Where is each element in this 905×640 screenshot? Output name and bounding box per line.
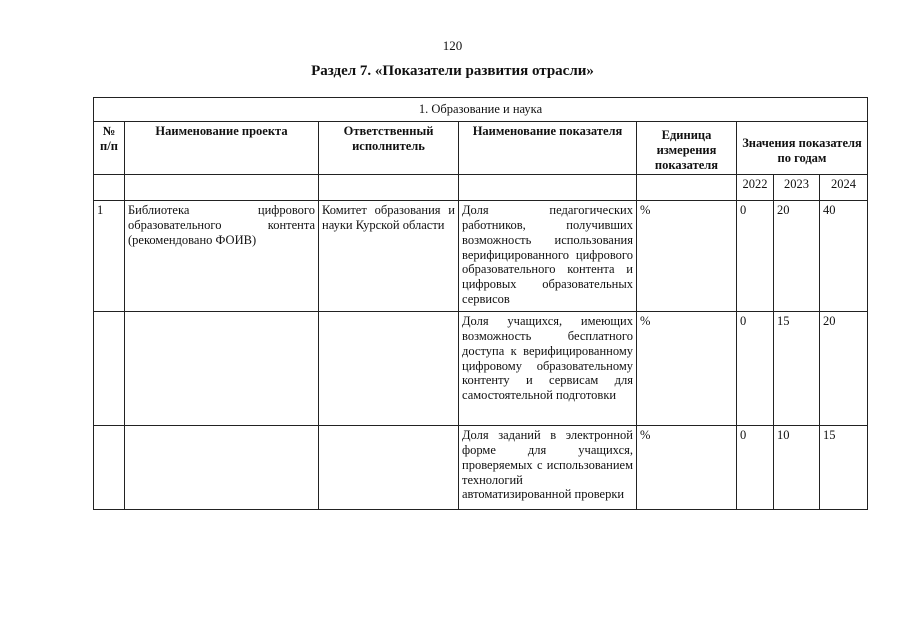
year-2024: 2024 [820,175,868,201]
header-indicator: Наименование показателя [459,122,637,175]
year-2022: 2022 [737,175,774,201]
blank-cell [125,175,319,201]
project-name: Библиотека цифрового образовательного контента (рекомендовано ФОИВ) [125,201,319,312]
table-row [94,201,868,312]
blank-cell [459,175,637,201]
blank-cell [637,175,737,201]
responsible: Комитет образования и науки Курской области [319,201,459,312]
value-2024: 15 [820,426,868,510]
value-2022: 0 [737,201,774,312]
indicators-table [93,97,868,510]
project-name [125,312,319,426]
responsible [319,426,459,510]
value-2024: 20 [820,312,868,426]
header-values: Значения показателя по годам [737,122,868,175]
indicator-name: Доля педагогических работников, получивших возможность использования верифицированного цифрового образовательного контента и цифровых образовательных сервисов [459,201,637,312]
unit: % [637,426,737,510]
value-2022: 0 [737,312,774,426]
header-unit: Единица измерения показателя [637,122,737,175]
blank-cell [319,175,459,201]
value-2022: 0 [737,426,774,510]
project-name [125,426,319,510]
group-title: 1. Образование и наука [94,98,868,122]
section-title: Раздел 7. «Показатели развития отрасли» [311,63,594,79]
header-project: Наименование проекта [125,122,319,175]
indicator-name: Доля учащихся, имеющих возможность бесплатного доступа к верифицированному цифровому образовательному контенту и сервисам для самостоятельной подготовки [459,312,637,426]
value-2023: 15 [774,312,820,426]
year-2023: 2023 [774,175,820,201]
value-2024: 40 [820,201,868,312]
table-row [94,312,868,426]
responsible [319,312,459,426]
blank-cell [94,175,125,201]
value-2023: 10 [774,426,820,510]
page-number: 120 [442,38,463,53]
unit: % [637,201,737,312]
table-row [94,426,868,510]
unit: % [637,312,737,426]
indicator-name: Доля заданий в электронной форме для учащихся, проверяемых с использованием технологий автоматизированной проверки [459,426,637,510]
row-num [94,426,125,510]
header-num: № п/п [94,122,125,175]
row-num: 1 [94,201,125,312]
value-2023: 20 [774,201,820,312]
header-responsible: Ответственный исполнитель [319,122,459,175]
row-num [94,312,125,426]
